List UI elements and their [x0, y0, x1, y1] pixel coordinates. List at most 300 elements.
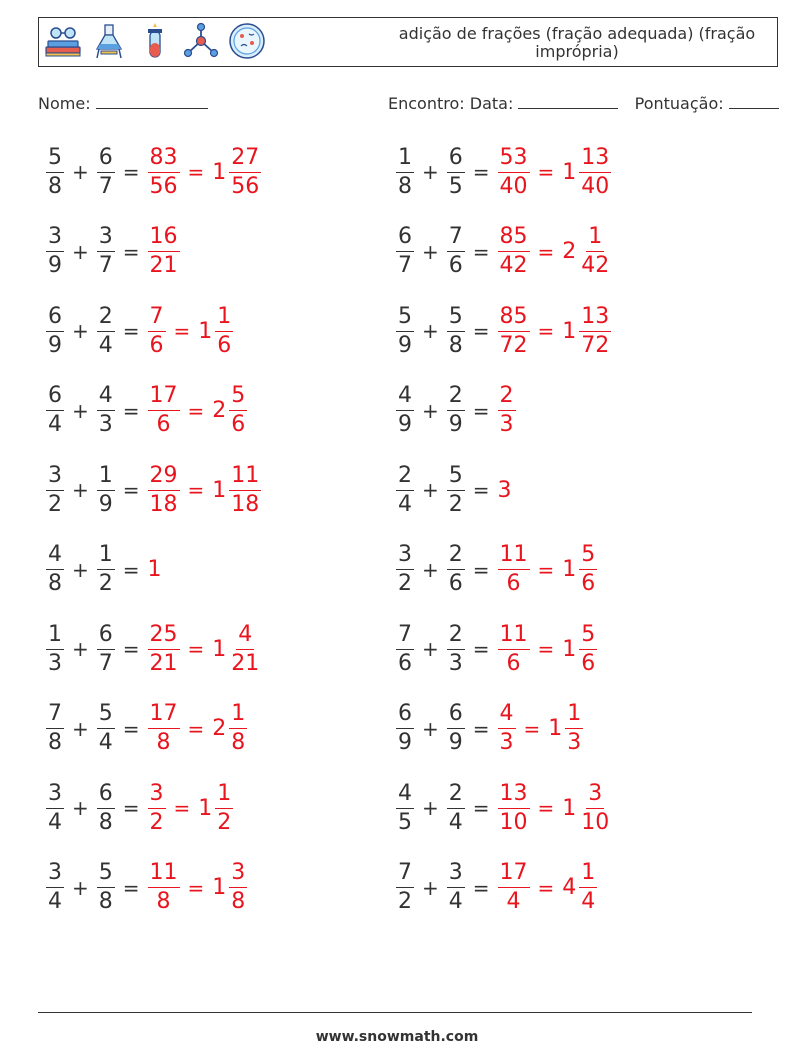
equals-sign: =	[187, 637, 205, 661]
denominator: 6	[581, 571, 596, 596]
fraction	[97, 383, 115, 438]
denominator: 9	[48, 253, 62, 278]
equals-sign: =	[537, 160, 555, 184]
denominator: 3	[499, 412, 514, 437]
denominator: 8	[48, 730, 62, 755]
denominator: 18	[149, 491, 178, 517]
fraction	[498, 145, 530, 200]
fraction	[97, 781, 115, 836]
denominator: 2	[48, 491, 62, 517]
problem-row	[44, 142, 263, 202]
equals-sign: =	[122, 796, 140, 820]
fraction	[396, 304, 414, 359]
date-label: Encontro: Data:	[388, 94, 514, 113]
plus-sign: +	[422, 239, 439, 264]
name-blank	[96, 94, 208, 109]
numerator: 1	[215, 304, 233, 332]
fraction	[229, 860, 247, 915]
fraction	[447, 383, 465, 438]
denominator: 72	[581, 332, 610, 358]
equals-sign: =	[187, 160, 205, 184]
numerator: 4	[46, 542, 64, 570]
numerator: 3	[46, 781, 64, 809]
fraction	[579, 622, 597, 677]
fraction	[229, 383, 247, 438]
equals-sign: =	[472, 557, 490, 582]
numerator: 6	[46, 383, 64, 411]
fraction	[148, 701, 180, 756]
denominator: 9	[448, 412, 463, 437]
numerator: 6	[396, 701, 414, 729]
denominator: 9	[398, 332, 412, 358]
fraction	[579, 304, 611, 359]
fraction	[46, 224, 64, 279]
numerator: 11	[498, 542, 530, 570]
equals-sign: =	[122, 398, 140, 423]
fraction	[97, 224, 115, 279]
numerator: 11	[148, 860, 180, 888]
denominator: 8	[98, 809, 113, 835]
denominator: 4	[98, 730, 113, 755]
plus-sign: +	[422, 796, 439, 820]
fraction	[396, 622, 414, 677]
numerator: 3	[46, 860, 64, 888]
fraction	[396, 781, 414, 836]
fraction	[447, 463, 465, 518]
fraction	[97, 542, 115, 597]
denominator: 9	[448, 730, 463, 755]
denominator: 8	[448, 332, 463, 358]
denominator: 10	[581, 809, 610, 835]
fraction	[46, 145, 64, 200]
numerator: 1	[396, 145, 414, 173]
numerator: 17	[148, 383, 180, 411]
denominator: 2	[398, 889, 412, 914]
problem-row	[44, 778, 235, 838]
fraction	[97, 304, 115, 359]
mixed-whole: 1	[198, 795, 213, 821]
mixed-whole: 2	[212, 716, 227, 741]
problem-row	[44, 301, 235, 361]
numerator: 1	[586, 224, 604, 252]
fraction	[97, 622, 115, 677]
denominator: 6	[506, 650, 521, 676]
mixed-whole: 1	[562, 795, 577, 821]
fraction	[447, 860, 465, 915]
numerator: 4	[97, 383, 115, 411]
fraction	[229, 622, 261, 677]
fraction	[46, 701, 64, 756]
fraction	[498, 542, 530, 597]
equals-sign: =	[173, 796, 191, 820]
equals-sign: =	[472, 319, 490, 343]
fraction	[447, 781, 465, 836]
numerator: 7	[396, 622, 414, 650]
denominator: 2	[217, 809, 232, 835]
problem-row	[44, 619, 263, 679]
fraction	[396, 145, 414, 200]
fraction	[498, 860, 530, 915]
denominator: 6	[217, 332, 232, 358]
numerator: 5	[579, 542, 597, 570]
numerator: 2	[447, 781, 465, 809]
denominator: 4	[506, 889, 521, 914]
fraction	[447, 622, 465, 677]
numerator: 7	[447, 224, 465, 252]
numerator: 29	[148, 463, 180, 491]
fraction	[46, 383, 64, 438]
equals-sign: =	[472, 160, 490, 184]
denominator: 6	[149, 332, 164, 358]
date-blank	[518, 94, 618, 109]
denominator: 3	[499, 730, 514, 755]
denominator: 8	[156, 730, 171, 755]
numerator: 13	[579, 145, 611, 173]
problem-row	[394, 858, 599, 918]
denominator: 8	[156, 889, 171, 914]
problem-row	[394, 301, 613, 361]
denominator: 9	[48, 332, 62, 358]
mixed-whole: 1	[548, 716, 563, 741]
equals-sign: =	[187, 716, 205, 741]
problem-row	[394, 222, 613, 282]
plus-sign: +	[72, 319, 89, 343]
mixed-whole: 1	[562, 557, 577, 582]
numerator: 5	[447, 304, 465, 332]
numerator: 5	[97, 860, 115, 888]
score-blank	[729, 94, 779, 109]
fraction	[396, 463, 414, 518]
numerator: 6	[447, 145, 465, 173]
answer-whole: 3	[497, 477, 512, 503]
fraction	[148, 304, 166, 359]
books-goggles-icon	[43, 21, 83, 61]
denominator: 8	[48, 173, 62, 199]
fraction	[447, 701, 465, 756]
numerator: 27	[229, 145, 261, 173]
fraction	[579, 224, 611, 279]
fraction	[498, 383, 516, 438]
fraction	[148, 860, 180, 915]
mixed-whole: 2	[562, 239, 577, 264]
denominator: 4	[581, 889, 596, 914]
test-tube-icon	[135, 21, 175, 61]
plus-sign: +	[422, 160, 439, 184]
plus-sign: +	[72, 478, 89, 502]
plus-sign: +	[72, 796, 89, 820]
problem-row	[394, 142, 613, 202]
mixed-whole: 1	[562, 636, 577, 662]
numerator: 2	[396, 463, 414, 491]
numerator: 1	[565, 701, 583, 729]
fraction	[148, 224, 180, 279]
plus-sign: +	[422, 716, 439, 741]
numerator: 1	[46, 622, 64, 650]
fraction	[97, 463, 115, 518]
denominator: 2	[149, 809, 164, 835]
denominator: 6	[581, 650, 596, 676]
fraction	[148, 463, 180, 518]
numerator: 53	[498, 145, 530, 173]
fraction	[447, 224, 465, 279]
numerator: 3	[396, 542, 414, 570]
header-icons	[43, 21, 267, 61]
numerator: 2	[498, 383, 516, 411]
equals-sign: =	[472, 796, 490, 820]
denominator: 42	[581, 253, 610, 278]
numerator: 13	[498, 781, 530, 809]
equals-sign: =	[537, 319, 555, 343]
fraction	[148, 383, 180, 438]
equals-sign: =	[472, 875, 490, 900]
numerator: 2	[447, 622, 465, 650]
fraction	[498, 304, 530, 359]
fraction	[498, 622, 530, 677]
fraction	[579, 781, 611, 836]
denominator: 21	[149, 650, 178, 676]
molecule-icon	[181, 21, 221, 61]
plus-sign: +	[422, 875, 439, 900]
denominator: 9	[98, 491, 113, 517]
numerator: 2	[447, 542, 465, 570]
denominator: 9	[398, 412, 412, 437]
denominator: 21	[149, 253, 178, 278]
footer-divider	[38, 1012, 752, 1013]
problem-row	[394, 699, 585, 759]
denominator: 5	[398, 809, 412, 835]
numerator: 3	[586, 781, 604, 809]
numerator: 3	[148, 781, 166, 809]
fraction	[46, 860, 64, 915]
fraction	[396, 383, 414, 438]
denominator: 40	[581, 173, 610, 199]
worksheet-header	[38, 17, 778, 67]
fraction	[579, 542, 597, 597]
plus-sign: +	[72, 557, 89, 582]
equals-sign: =	[122, 160, 140, 184]
denominator: 56	[149, 173, 178, 199]
mixed-whole: 1	[212, 477, 227, 503]
denominator: 4	[48, 809, 62, 835]
plus-sign: +	[72, 160, 89, 184]
denominator: 6	[506, 571, 521, 596]
equals-sign: =	[187, 875, 205, 900]
numerator: 13	[579, 304, 611, 332]
denominator: 7	[98, 173, 113, 199]
problem-row	[44, 858, 249, 918]
denominator: 6	[448, 253, 463, 278]
denominator: 42	[499, 253, 528, 278]
numerator: 1	[97, 463, 115, 491]
fraction	[46, 781, 64, 836]
equals-sign: =	[187, 478, 205, 502]
mixed-whole: 2	[212, 398, 227, 423]
denominator: 56	[231, 173, 260, 199]
plus-sign: +	[72, 716, 89, 741]
score-label: Pontuação:	[634, 94, 724, 113]
numerator: 1	[215, 781, 233, 809]
fraction	[229, 701, 247, 756]
fraction	[565, 701, 583, 756]
fraction	[396, 860, 414, 915]
numerator: 5	[229, 383, 247, 411]
numerator: 11	[498, 622, 530, 650]
mixed-whole: 1	[198, 318, 213, 344]
numerator: 6	[97, 622, 115, 650]
numerator: 6	[97, 145, 115, 173]
fraction	[229, 463, 261, 518]
numerator: 85	[498, 304, 530, 332]
problem-row	[44, 222, 182, 282]
denominator: 21	[231, 650, 260, 676]
numerator: 5	[579, 622, 597, 650]
numerator: 3	[97, 224, 115, 252]
problem-row	[44, 540, 163, 600]
denominator: 4	[48, 889, 62, 914]
fraction	[97, 145, 115, 200]
fraction	[396, 224, 414, 279]
denominator: 8	[231, 889, 246, 914]
fraction	[97, 860, 115, 915]
denominator: 2	[398, 571, 412, 596]
equals-sign: =	[472, 239, 490, 264]
equals-sign: =	[173, 319, 191, 343]
denominator: 4	[448, 809, 463, 835]
flask-icon	[89, 21, 129, 61]
numerator: 7	[46, 701, 64, 729]
denominator: 6	[231, 412, 246, 437]
numerator: 25	[148, 622, 180, 650]
fraction	[229, 145, 261, 200]
fraction	[447, 304, 465, 359]
fraction	[447, 145, 465, 200]
numerator: 1	[97, 542, 115, 570]
plus-sign: +	[422, 319, 439, 343]
mixed-whole: 1	[212, 636, 227, 662]
mixed-whole: 1	[562, 159, 577, 185]
numerator: 5	[97, 701, 115, 729]
problem-row	[44, 460, 263, 520]
fraction	[447, 542, 465, 597]
denominator: 5	[448, 173, 463, 199]
date-score-field	[388, 94, 779, 113]
mixed-whole: 4	[562, 875, 577, 900]
equals-sign: =	[122, 716, 140, 741]
fraction	[46, 463, 64, 518]
equals-sign: =	[537, 239, 555, 264]
numerator: 11	[229, 463, 261, 491]
numerator: 17	[148, 701, 180, 729]
equals-sign: =	[122, 319, 140, 343]
denominator: 4	[48, 412, 62, 437]
numerator: 6	[396, 224, 414, 252]
numerator: 3	[229, 860, 247, 888]
fraction	[215, 304, 233, 359]
numerator: 3	[46, 463, 64, 491]
numerator: 85	[498, 224, 530, 252]
fraction	[579, 860, 597, 915]
denominator: 4	[398, 491, 412, 517]
numerator: 4	[236, 622, 254, 650]
numerator: 4	[396, 781, 414, 809]
numerator: 1	[229, 701, 247, 729]
numerator: 16	[148, 224, 180, 252]
denominator: 18	[231, 491, 260, 517]
equals-sign: =	[472, 478, 490, 502]
problem-row	[394, 460, 513, 520]
denominator: 9	[398, 730, 412, 755]
denominator: 10	[499, 809, 528, 835]
fraction	[579, 145, 611, 200]
equals-sign: =	[537, 875, 555, 900]
fraction	[148, 622, 180, 677]
denominator: 7	[98, 253, 113, 278]
denominator: 6	[398, 650, 412, 676]
petri-dish-icon	[227, 21, 267, 61]
equals-sign: =	[472, 716, 490, 741]
numerator: 4	[396, 383, 414, 411]
numerator: 5	[396, 304, 414, 332]
name-label: Nome:	[38, 94, 91, 113]
mixed-whole: 1	[212, 159, 227, 185]
denominator: 72	[499, 332, 528, 358]
plus-sign: +	[422, 557, 439, 582]
denominator: 2	[98, 571, 113, 596]
numerator: 7	[148, 304, 166, 332]
problem-row	[394, 778, 613, 838]
footer-url: www.snowmath.com	[315, 1029, 479, 1045]
equals-sign: =	[537, 796, 555, 820]
fraction	[148, 781, 166, 836]
numerator: 3	[447, 860, 465, 888]
denominator: 4	[98, 332, 113, 358]
denominator: 8	[398, 173, 412, 199]
equals-sign: =	[122, 239, 140, 264]
numerator: 17	[498, 860, 530, 888]
problem-row	[44, 699, 249, 759]
denominator: 7	[98, 650, 113, 676]
worksheet-title: adição de frações (fração adequada) (fração imprópria)	[398, 24, 756, 61]
denominator: 3	[448, 650, 463, 676]
fraction	[46, 304, 64, 359]
denominator: 3	[48, 650, 62, 676]
denominator: 7	[398, 253, 412, 278]
mixed-whole: 1	[212, 875, 227, 900]
numerator: 2	[97, 304, 115, 332]
plus-sign: +	[422, 478, 439, 502]
fraction	[498, 224, 530, 279]
equals-sign: =	[122, 478, 140, 502]
plus-sign: +	[72, 239, 89, 264]
equals-sign: =	[122, 557, 140, 582]
numerator: 4	[498, 701, 516, 729]
numerator: 3	[46, 224, 64, 252]
denominator: 6	[156, 412, 171, 437]
plus-sign: +	[422, 637, 439, 661]
plus-sign: +	[72, 637, 89, 661]
denominator: 6	[448, 571, 463, 596]
fraction	[215, 781, 233, 836]
denominator: 3	[98, 412, 113, 437]
equals-sign: =	[122, 637, 140, 661]
numerator: 5	[447, 463, 465, 491]
equals-sign: =	[122, 875, 140, 900]
plus-sign: +	[72, 875, 89, 900]
equals-sign: =	[537, 557, 555, 582]
mixed-whole: 1	[562, 318, 577, 344]
fraction	[498, 781, 530, 836]
denominator: 8	[48, 571, 62, 596]
